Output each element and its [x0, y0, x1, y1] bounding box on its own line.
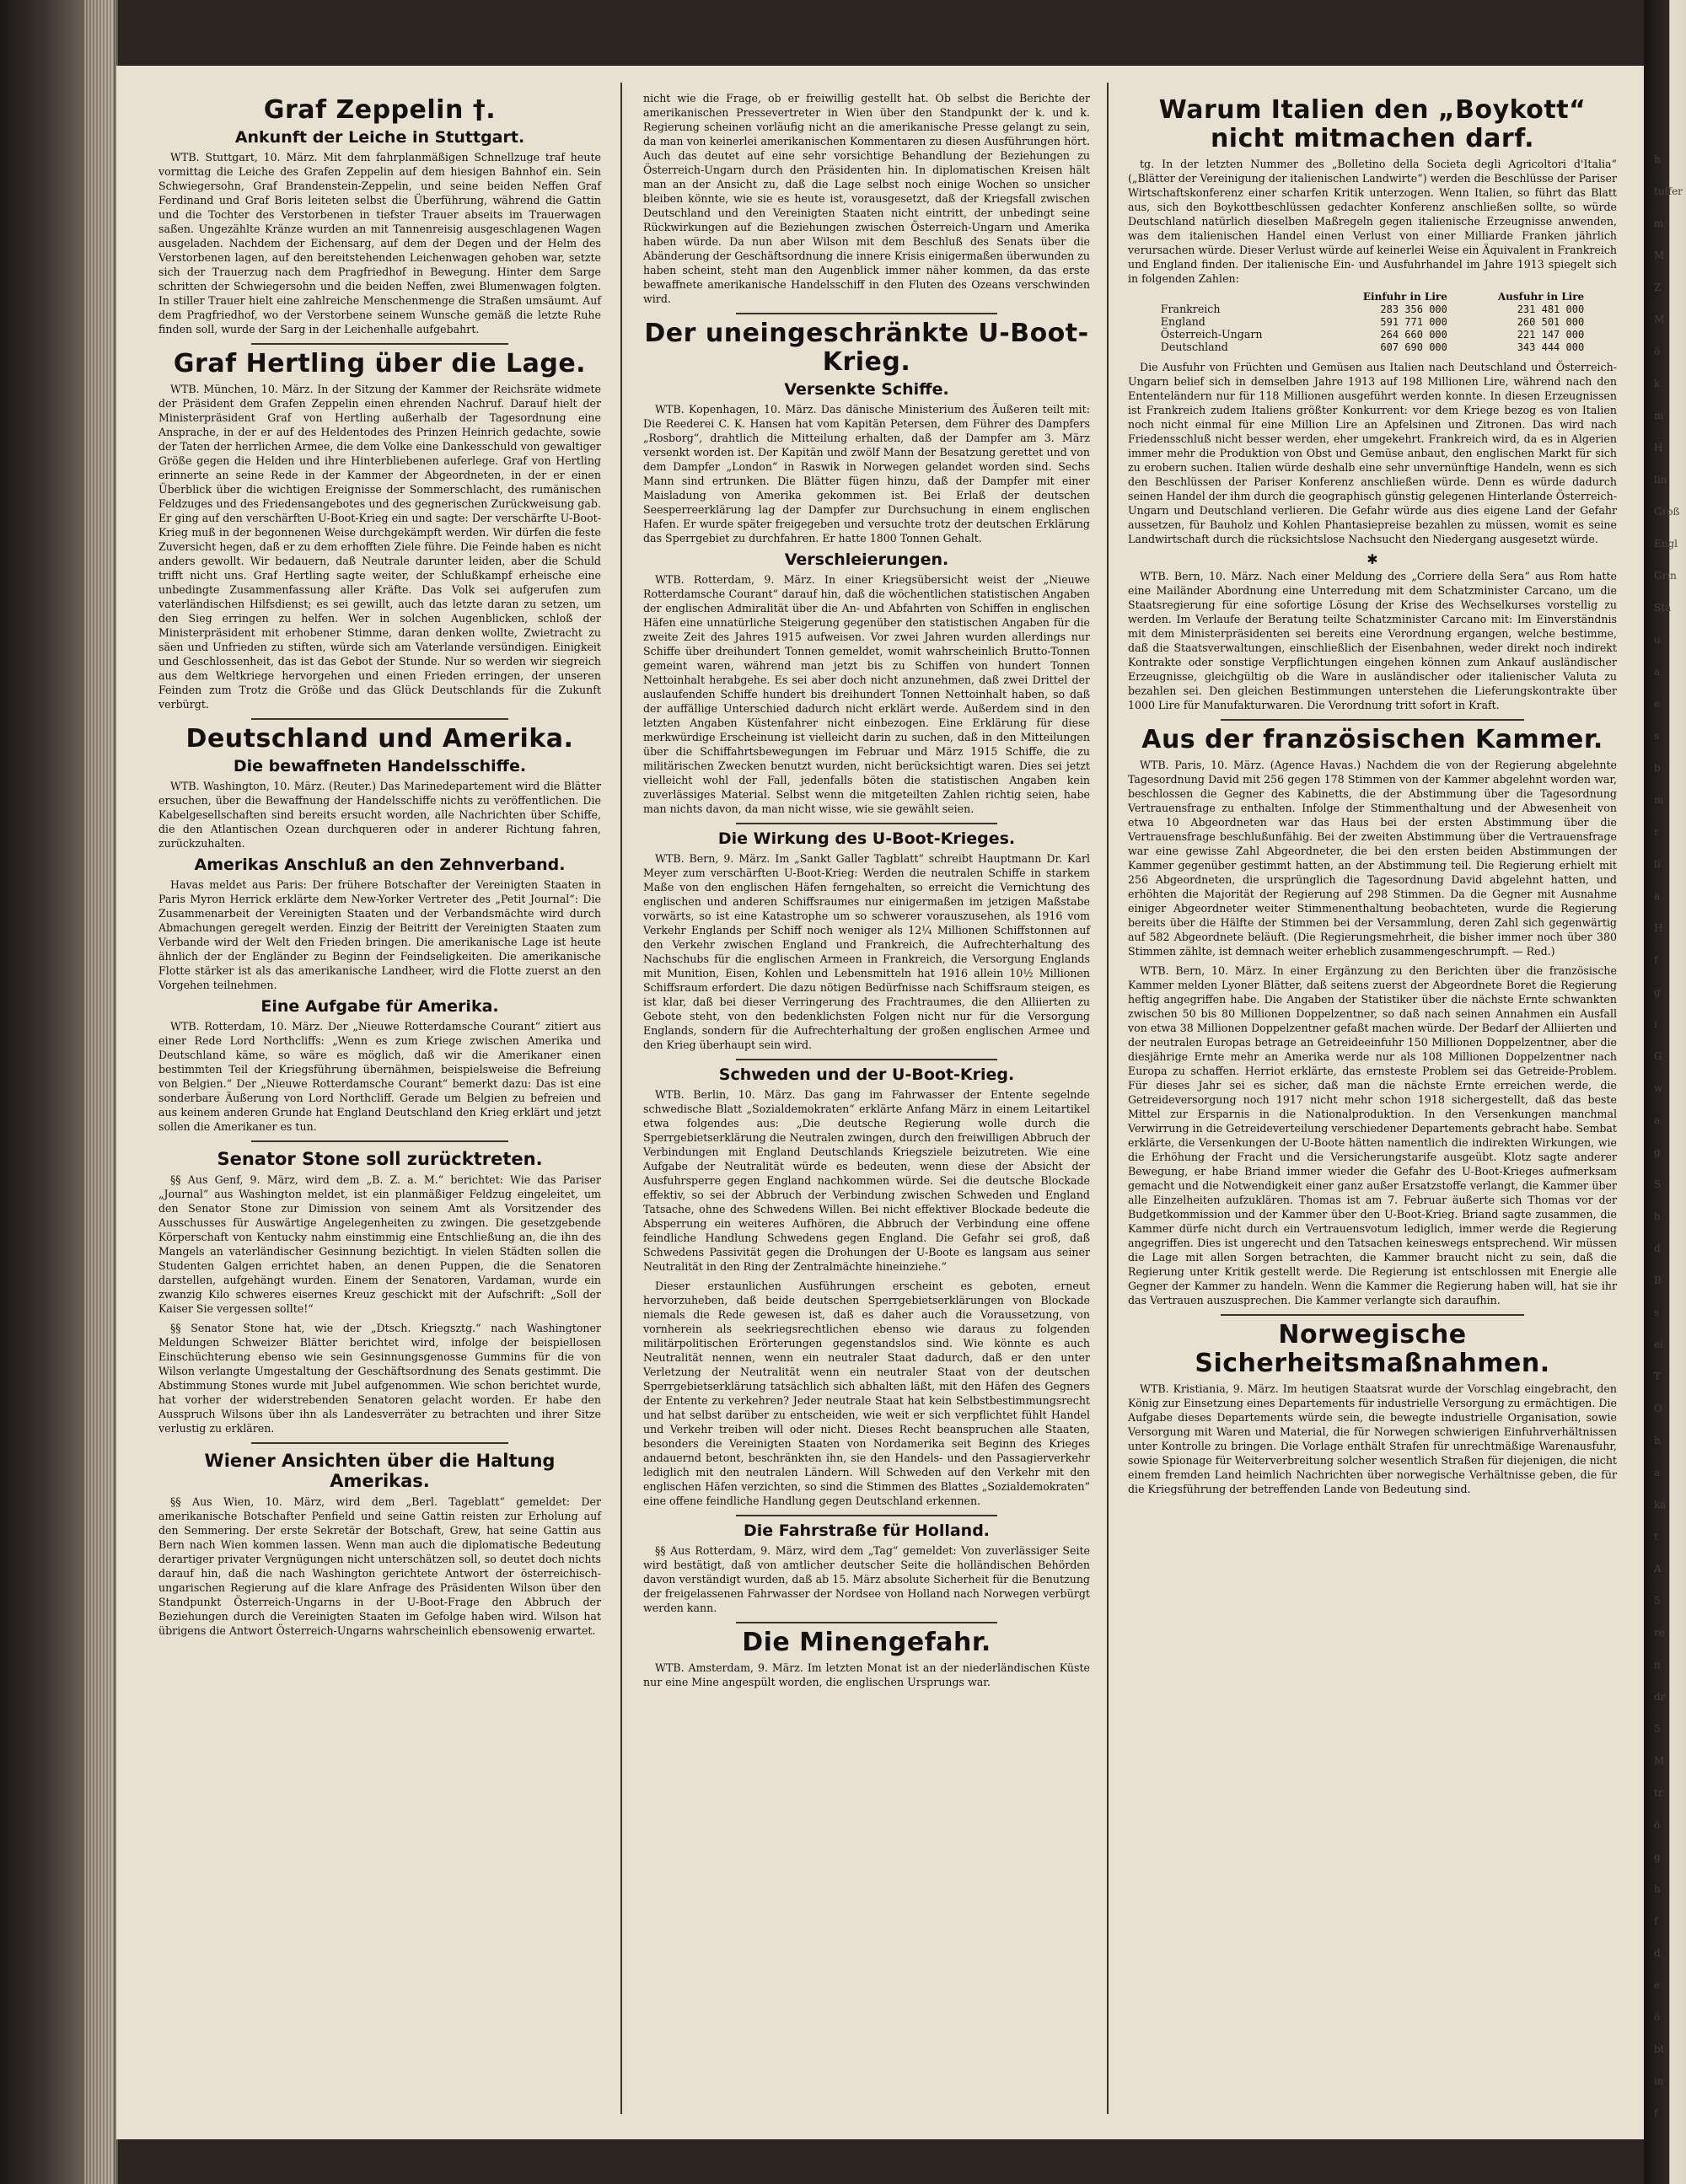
subhead-zehnverband: Amerikas Anschluß an den Zehnverband.: [194, 856, 566, 874]
next-page-fragment: [1654, 143, 1684, 2119]
article-text: WTB. Paris, 10. März. (Agence Havas.) Nachdem die von der Regierung abgelehnte Tagesordnung David mit 256 gegen 178 Stimmen von der Kammer abgelehnt worden war, beschlossen die Gegner des Kabinetts, die der Abstimmung über die Tagesordnung Vertrauensfrage zu enthalten. Infolge der Stimmenthaltung und der Abwesenheit von etwa 10 Abgeordneten war das Haus bei der ersten Abstimmung über die Vertrauensfrage beschlußunfähig. Bei der zweiten Abstimmung über die Vertrauensfrage war eine gewisse Zahl Abgeordneter, die bei den ersten beiden Abstimmungen der Kammer gegenüber gestimmt hatten, an der Abstimmung teil. Die Regierung erhielt mit 256 Abgeordneten, die ursprünglich die Tagesordnung David abgelehnt hatten, und erhöhten die Majorität der Regierung auf 298 Stimmen. Da die Gegner mit Ausnahme einiger Abgeordneter weiter Stimmenenthaltung beobachteten, wurde die Regierung bereits über die Hälfte der Stimmen bei der Versammlung, deren Zahl sich gegenwärtig auf 582 Abgeordnete beläuft. (Die Regierungsmehrheit, die bisher immer noch über 380 Stimmen zählte, ist demnach weiter erheblich zusammengeschrumpft. — Red.): [1128, 759, 1617, 958]
fragment-glyph: G: [1654, 1050, 1662, 1062]
article-text: §§ Aus Wien, 10. März, wird dem „Berl. Tageblatt“ gemeldet: Der amerikanische Botschafter Penfield und seine Gattin reisten zur Erholung auf den Semmering. Der erste Sekretär der Botschaft, Grew, hat seine Gattin aus Bern nach Wien kommen lassen. Wenn man auch die diplomatische Bedeutung derartiger privater Vergnügungen nicht unterschätzen soll, so deutet doch nichts darauf hin, daß die nach Washington gerichtete Antwort der österreichisch-ungarischen Regierung auf die klare Anfrage des Präsidenten Wilson über den Standpunkt Österreich-Ungarns in der U-Boot-Frage den Abbruch der Beziehungen durch die Vereinigten Staaten im Gefolge haben wird. Wilson hat übrigens die Antwort Österreich-Ungarns wahrscheinlich ebensowenig erwartet.: [158, 1495, 601, 1637]
article-text: WTB. Rotterdam, 9. März. In einer Kriegsübersicht weist der „Nieuwe Rotterdamsche Courant“ darauf hin, daß die wöchentlichen statistischen Angaben der englischen Admiralität über die An- und Abfahrten von Schiffen in englischen Häfen eine unnatürliche Steigerung gegenüber den statistischen Angaben für die zweite Zeit des Jahres 1915 aufweisen. Vor zwei Jahren wurden allerdings nur Schiffe über dreihundert Tonnen gemeldet, womit wahrscheinlich Brutto-Tonnen gemeint waren, während man jetzt bis zu Schiffen von hundert Tonnen Nettoinhalt herabgehe. Es sei aber doch nicht anzunehmen, daß zwei Drittel der auslaufenden Schiffe hundert bis dreihundert Tonnen Nettoinhalt haben, so daß der auffällige Unterschied dadurch nicht erklärt werde. Außerdem sind in den letzten Angaben Küstenfahrer nicht einbezogen. Eine Erklärung für diese merkwürdige Erscheinung ist vielleicht darin zu suchen, daß in den Mitteilungen über die Schiffahrtsbewegungen im Februar und März 1915 Schiffe, die zu militärischen Zwecken benutzt wurden, nicht berücksichtigt waren. Dies sei jetzt vielleicht wohl der Fall, jedenfalls böten die statistischen Angaben kein zuverlässiges Material. Selbst wenn die mitgeteilten Zahlen richtig seien, habe man nichts davon, da man nicht wisse, wie sie gewählt seien.: [643, 573, 1090, 815]
fragment-glyph: i: [1654, 1018, 1657, 1030]
fragment-glyph: b: [1654, 762, 1661, 774]
table-header: [1157, 291, 1317, 303]
article-text: WTB. Bern, 10. März. Nach einer Meldung des „Corriere della Sera“ aus Rom hatte eine Mailänder Abordnung eine Unterredung mit dem Schatzminister Carcano, um die Staatsregierung für eine sofortige Lösung der Krise des Wechselkurses vorstellig zu werden. Im Verlaufe der Beratung teilte Schatzminister Carcano mit: Im Einverständnis mit dem Ministerpräsidenten sei bereits eine Verordnung ergangen, welche bestimme, daß die Staatsverwaltungen, einschließlich der Eisenbahnen, weder direkt noch indirekt Kontrakte oder sonstige Verpflichtungen eingehen können zum Ankauf ausländischer Erzeugnisse, gleichgültig ob die Ware in ausländischer oder italienischer Valuta zu bezahlen sei. Den gleichen Bestimmungen unterstehen die Lieferungskontrakte über 1000 Lire für Manufakturwaren. Die Verordnung tritt sofort in Kraft.: [1128, 570, 1617, 711]
divider: [1221, 719, 1524, 721]
divider: [736, 1622, 997, 1623]
article-text: WTB. Bern, 10. März. In einer Ergänzung zu den Berichten über die französische Kammer melden Lyoner Blätter, daß seitens zuerst der Abgeordnete Boret die Regierung heftig angegriffen habe. Die Angaben der Statistiker über die nächste Ernte schwankten zwischen 50 bis 80 Millionen Doppelzentner, so daß nach seinen Annahmen ein Ausfall von etwa 38 Millionen Doppelzentner gefaßt machen würde. Der Bedarf der Alliierten und der neutralen Europas betrage an Getreideeinfuhr 150 Millionen Doppelzentner, aber die diesjährige Ernte mehr an Amerika werde nur als 108 Millionen Doppelzentner nach Europa zu schaffen. Herriot erklärte, das ernsteste Problem sei das Getreide-Problem. Für dieses Jahr sei es sicher, daß man die nächste Ernte erreichen werde, die Getreideversorgung noch 1917 nicht mehr schon 1918 sichergestellt, daß das beste Mittel zur Ersparnis in die Nationalproduktion. In den Versenkungen manchmal Verwirrung in die Getreideverteilung verschiedener Departements gebracht habe. Sembat erklärte, die Versenkungen der U-Boote hätten namentlich die indirekten Wirkungen, wie die Erhöhung der Fracht und die Versicherungstarife ausgeübt. Klotz sagte anderer Bewegung, er habe Briand immer wieder die Gefahr des U-Boot-Krieges aufmerksam gemacht und die Notwendigkeit einer ganz außer Ersatzstoffe verlangt, die Kammer über alle Einzelheiten aufzuklären. Thomas ist am 7. Februar äußerte sich Thomas vor der Budgetkommission und der Kammer über den U-Boot-Krieg. Briand sagte zusammen, die Kammer dürfe nicht durch ein Vertrauensvotum lediglich, immer werde die Regierung angegriffen. Dies ist ungerecht und den Tatsachen keineswegs entsprechend. Wir müssen die Lage mit allen Sorgen betrachten, die Kammer braucht nicht zu sein, daß die Regierung unter Kritik gestellt werde. Die Regierung ist entschlossen mit Energie alle Gegner der Kammer zu handeln. Wenn die Kammer die Regierung haben will, hat sie ihr das Vertrauen auszusprechen. Die Kammer verlangte sich daraufhin.: [1128, 964, 1617, 1307]
article-text: Die Ausfuhr von Früchten und Gemüsen aus Italien nach Deutschland und Österreich-Ungarn belief sich in demselben Jahre 1913 auf 198 Millionen Lire, während nach den Ententeländern nur für 118 Millionen ausgeführt werden konnte. In diesen Erzeugnissen ist Frankreich zudem Italiens größter Konkurrent: vor dem Kriege bezog es von Italien noch nicht einmal für eine Million Lire an Apfelsinen und Zitronen. Das wird nach Friedensschluß nicht besser werden, eher umgekehrt. Frankreich wird, da es in Algerien immer mehr die Produktion von Obst und Gemüse anbaut, den englischen Markt für sich zu erobern suchen. Italien würde deshalb eine sehr unvernünftige Handeln, wenn es sich den Beschlüssen der Pariser Konferenz anschließen würde. Denn es würde dadurch seinen Handel der ihm durch die geographisch günstig gelegenen Hinterlande Österreich-Ungarn und Deutschland verlieren. Die Gefahr würde aus dies eigene Land der Gefahr aussetzen, für Bauholz und Kohlen Phantasiepreise bezahlen zu müssen, womit es seine Landwirtschaft durch die rücksichtslose Nachsucht den Niedergang ausgesetzt würde.: [1128, 361, 1617, 545]
table-cell: 231 481 000: [1517, 303, 1585, 315]
page-edges: [84, 0, 118, 2184]
divider: [251, 1442, 508, 1444]
fragment-glyph: d: [1654, 1242, 1661, 1254]
fragment-glyph: e: [1654, 698, 1661, 710]
fragment-glyph: Groß: [1654, 506, 1680, 518]
fragment-glyph: S: [1654, 1178, 1662, 1190]
headline-hertling: Graf Hertling über die Lage.: [173, 349, 587, 378]
fragment-glyph: f: [1654, 1915, 1658, 1927]
article-text: Dieser erstaunlichen Ausführungen erscheint es geboten, erneut hervorzuheben, daß beide deutschen Sperrgebietserklärungen von Blockade niemals die Rede gewesen ist, daß es daher auch die Voraussetzung, von vornherein als seekriegsrechtlichen ebenso wie daraus zu folgenden militärpolitischen Erörterungen gegenstandslos sind. Wie könnte es auch Neutralität nennen, wenn ein neutraler Staat dadurch, daß er den unter Verletzung der Neutralität wenn ein neutraler Staat von der deutschen Sperrgebietserklärung tatsächlich sich abhalten läßt, mit den Häfen des Gegners der Entente zu verkehren? Jeder neutrale Staat hat kein Selbstbestimmungsrecht und hat selbst darüber zu entscheiden, wie weit er sich verpflichtet fühlt Handel und Verkehr treiben will oder nicht. Dieses Recht beanspruchen alle Staaten, besonders die Vereinigten Staaten von Nordamerika seit Beginn des Krieges andauernd betont, beschränkten ihn, sie den Handels- und den Passagierverkehr lediglich mit den neutralen Ländern. Will Schweden auf den Verkehr mit den englischen Häfen verzichten, so sind die Stimmen des Blattes „Sozialdemokraten“ eine offene feindliche Handlung gegen Deutschland erkennen.: [643, 1280, 1090, 1507]
divider: [736, 313, 997, 314]
fragment-glyph: n: [1654, 1659, 1661, 1671]
fragment-glyph: u: [1654, 634, 1661, 646]
fragment-glyph: li: [1654, 858, 1661, 870]
article-text: WTB. Rotterdam, 10. März. Der „Nieuwe Rotterdamsche Courant“ zitiert aus einer Rede Lord Northcliffs: „Wenn es zum Kriege zwischen Amerika und Deutschland käme, so wäre es möglich, daß wir die Amerikaner einen bestimmten Teil der Kriegsführung übernähmen, beispielsweise die Befreiung von Belgien.“ Der „Nieuwe Rotterdamsche Courant“ bemerkt dazu: Das ist eine sonderbare Äußerung von Lord Northcliff. Gerade um Belgien zu befreien und aus keinem anderen Grunde hat England Deutschland den Krieg erklärt und jetzt sollen die Amerikaner es tun.: [158, 1020, 601, 1133]
fragment-glyph: M: [1654, 1755, 1665, 1767]
fragment-glyph: m: [1654, 794, 1664, 806]
article-text: §§ Senator Stone hat, wie der „Dtsch. Kriegsztg.“ nach Washingtoner Meldungen Schweizer Blätter berichtet wird, infolge der beispiellosen Einschüchterung ebenso wie sein Gesinnungsgenosse Gummins für die von Wilson verlangte Umgestaltung der Geschäftsordnung des Senats gestimmt. Die Abstimmung Stones wurde mit Jubel aufgenommen. Wie schon berichtet wurde, hat vorher der widerstrebenden Senatoren gelacht worden. Er habe den Ausspruch Wilsons über ihn als Landesverräter zu betrachten und ihrer Sitze verlustig zu erklären.: [158, 1322, 601, 1435]
headline-stone: Senator Stone soll zurücktreten.: [217, 1149, 543, 1169]
table-cell: 591 771 000: [1380, 315, 1447, 328]
divider: [736, 1515, 997, 1516]
article-text: Havas meldet aus Paris: Der frühere Botschafter der Vereinigten Staaten in Paris Myron Herrick erklärte dem New-Yorker Vertreter des „Petit Journal“: Die Zusammenarbeit der Vereinigten Staaten und der Verbandsmächte wird durch Abmachungen geregelt werden. Einzig der Beitritt der Vereinigten Staaten zum Verbande wird der Welt den Frieden bringen. Die amerikanische Lage ist heute ähnlich der der Engländer zu Beginn der Feindseligkeiten. Die amerikanische Flotte stärker ist als das amerikanische Landheer, wird die Flotte zuerst an den Vorgehen teilnehmen.: [158, 878, 601, 991]
fragment-glyph: M: [1654, 314, 1665, 325]
fragment-glyph: h: [1654, 1883, 1661, 1895]
headline-wiener-ansichten: Wiener Ansichten über die Haltung Amerikas.: [204, 1451, 556, 1491]
asterisk-divider: ✱: [1367, 551, 1378, 567]
fragment-glyph: Grin: [1654, 570, 1677, 582]
subhead-ankunft: Ankunft der Leiche in Stuttgart.: [234, 128, 525, 147]
headline-minengefahr: Die Minengefahr.: [742, 1628, 991, 1657]
continued-text: nicht wie die Frage, ob er freiwillig gestellt hat. Ob selbst die Berichte der amerikanischen Pressevertreter in Wien über den Standpunkt der k. und k. Regierung scheinen vorläufig nicht an die amerikanische Presse gelangt zu sein, da man von keinerlei amerikanischen Kommentaren zu diesen Ausführungen hört. Auch das deutet auf eine sehr vorsichtige Behandlung der Beziehungen zu Österreich-Ungarn durch den Präsidenten hin. In diplomatischen Kreisen hält man an der Ansicht zu, daß die Lage selbst noch einige Wochen so unsicher bleiben könnte, wie sie es heute ist, vorausgesetzt, daß der Kriegsfall zwischen Deutschland und den Vereinigten Staaten nicht eintritt, der unbedingt seine Rückwirkungen auf die Beziehungen zwischen Österreich-Ungarn und Amerika haben würde. Da nun aber Wilson mit dem Beschluß des Senats über die Abänderung der Geschäftsordnung die innere Krisis einigermaßen überwunden zu haben scheint, steht man den Augenblick immer näher kommen, da das erste bewaffnete amerikanische Handelsschiff in den Fluten des Ozeans verschwinden wird.: [643, 92, 1090, 305]
column-rule: [1107, 83, 1109, 2114]
table-cell: 607 690 000: [1380, 341, 1447, 353]
fragment-glyph: m: [1654, 217, 1664, 229]
fragment-glyph: f: [1654, 954, 1658, 966]
table-row: [1157, 328, 1587, 341]
table-cell: Deutschland: [1160, 341, 1228, 353]
fragment-glyph: g: [1654, 1146, 1661, 1158]
fragment-glyph: e: [1654, 1979, 1661, 1991]
table-cell: 264 660 000: [1380, 328, 1447, 341]
fragment-glyph: t: [1654, 1531, 1658, 1543]
fragment-glyph: re: [1654, 1627, 1665, 1639]
fragment-glyph: a: [1654, 1467, 1661, 1478]
fragment-glyph: a: [1654, 890, 1661, 902]
article-text: WTB. Kopenhagen, 10. März. Das dänische Ministerium des Äußeren teilt mit: Die Reederei C. K. Hansen hat vom Kapitän Petersen, dem Führer des Dampfers „Rosborg“, drahtlich die Mitteilung erhalten, daß der Dampfer am 3. März versenkt worden ist. Der Kapitän und zwölf Mann der Besatzung gerettet und von dem Dampfer „London“ in Raswik in Norwegen gelandet worden sind. Sechs Mann sind ertrunken. Die Blätter fügen hinzu, daß der Dampfer mit einer Maisladung von Amerika gekommen ist. Bei Erlaß der deutschen Seesperreerklärung lag der Dampfer zur Durchsuchung in einem englischen Hafen. Er wurde später freigegeben und versuchte trotz der deutschen Erklärung das Sperrgebiet zu durchfahren. Er hatte 1800 Tonnen Gehalt.: [643, 403, 1090, 545]
table-header: Einfuhr in Lire: [1362, 291, 1447, 303]
table-cell: 283 356 000: [1380, 303, 1447, 315]
fragment-glyph: lin: [1654, 474, 1667, 486]
fragment-glyph: T: [1654, 1371, 1662, 1382]
divider: [251, 343, 508, 345]
fragment-glyph: h: [1654, 153, 1661, 165]
fragment-glyph: O: [1654, 1403, 1662, 1414]
newspaper-page: [116, 66, 1644, 2139]
divider: [251, 1140, 508, 1142]
article-text: WTB. Bern, 9. März. Im „Sankt Galler Tagblatt“ schreibt Hauptmann Dr. Karl Meyer zum verschärften U-Boot-Krieg: Werden die neutralen Schiffe in starkem Maße von den englischen Häfen ferngehalten, so erreicht die Vernichtung des englischen und anderen Schiffsraumes nur einigermaßen im jetzigen Maßstabe vorwärts, so ist eine Katastrophe um so schwerer vorauszusehen, als 1916 vom Verkehr Englands per Schiff noch weniger als 12¼ Millionen Schiffstonnen auf den Verkehr zwischen England und Frankreich, die Aufrechterhaltung des Nachschubs für die englischen Armeen in Frankreich, die Versorgung Englands mit Munition, Eisen, Kohlen und Lebensmitteln hat 1916 allein 10½ Millionen Schiffsraum erfordert. Die dazu nötigen Bedürfnisse nach Schiffsraum steigen, es ist klar, daß bei dieser Verringerung des Frachtraumes, die den Alliierten zu Gebote steht, von den bedenklichsten Folgen nicht nur für die Versorgung Englands, sondern für die Aufrechterhaltung der großen englischen Armee und den Krieg überhaupt sein wird.: [643, 852, 1090, 1051]
fragment-glyph: a: [1654, 1114, 1661, 1126]
fragment-glyph: h: [1654, 1435, 1661, 1446]
table-cell: Österreich-Ungarn: [1160, 328, 1263, 341]
article-text: WTB. Kristiania, 9. März. Im heutigen Staatsrat wurde der Vorschlag eingebracht, den König zur Einsetzung eines Departements für industrielle Versorgung zu ermächtigen. Die Aufgabe dieses Departements würde sein, die bewegte industrielle Organisation, sowie Versorgung mit Waren und Material, die für Norwegen schwierigen Einfuhrverhältnissen unter Kontrolle zu bringen. Die Vorlage enthält Strafen für unrechtmäßige Warenausfuhr, sowie Spionage für Weiterverbreitung solcher wesentlich Straßen für diejenigen, die nicht einem fremden Land heimlich Nachrichten über norwegische Verhältnisse geben, die für die Kriegsführung der betreffenden Lande von Bedeutung sind.: [1128, 1382, 1617, 1495]
fragment-glyph: in: [1654, 2075, 1664, 2087]
fragment-glyph: M: [1654, 250, 1665, 261]
article-text: §§ Aus Rotterdam, 9. März, wird dem „Tag“ gemeldet: Von zuverlässiger Seite wird bestätigt, daß von amtlicher deutscher Seite die holländischen Behörden davon verständigt wurden, daß ab 15. März absolute Sicherheit für die Benutzung der freigelassenen Fahrwasser der Nordsee von Holland nach Norwegen verbürgt werden kann.: [643, 1544, 1090, 1614]
fragment-glyph: g: [1654, 986, 1661, 998]
headline-norwegen: Norwegische Sicherheitsmaßnahmen.: [1195, 1320, 1550, 1378]
article-text: WTB. Amsterdam, 9. März. Im letzten Monat ist an der niederländischen Küste nur eine Mine angespült worden, die englischen Ursprungs war.: [643, 1661, 1090, 1688]
fragment-glyph: B: [1654, 1274, 1662, 1286]
fragment-glyph: Engl: [1654, 538, 1678, 550]
table-row: [1157, 315, 1587, 328]
article-text: WTB. Washington, 10. März. (Reuter.) Das Marinedepartement wird die Blätter ersuchen, über die Bewaffnung der Handelsschiffe nichts zu veröffentlichen. Die Kabelgesellschaften sind bereits ersucht worden, alle Nachrichten über Schiffe, die den Atlantischen Ozean durchqueren oder in anderer Richtung fahren, zurückzuhalten.: [158, 780, 601, 850]
fragment-glyph: ö: [1654, 1819, 1661, 1831]
fragment-glyph: tuffer: [1654, 185, 1683, 197]
subhead-handelsschiffe: Die bewaffneten Handelsschiffe.: [233, 757, 527, 775]
fragment-glyph: g: [1654, 1851, 1661, 1863]
subhead-versenkte-schiffe: Versenkte Schiffe.: [784, 380, 949, 399]
divider: [736, 823, 997, 824]
table-cell: 221 147 000: [1517, 328, 1585, 341]
article-text: WTB. Berlin, 10. März. Das gang im Fahrwasser der Entente segelnde schwedische Blatt „Sozialdemokraten“ erklärte Anfang März in einem Leitartikel etwa folgendes aus: „Die deutsche Regierung wolle durch die Sperrgebietserklärung die Neutralen zwingen, durch den freiwilligen Abbruch der Verbindungen mit England Deutschlands Kriegsziele beizutreten. Wie eine Aufgabe der Neutralität würde es bedeuten, wenn diese der Absicht der Ausfuhrsperre gegen England nachkommen würde. Sei die deutsche Blockade effektiv, so sei der Abbruch der Verbindung zwischen Schweden und England Tatsache, ohne des Schwedens Willen. Bei nicht effektiver Blockade bedeute die Absperrung ein weiteres Aufhören, die Abbruch der Verbindung eine offene feindliche Handlung Schwedens gegen England. Die Gefahr sei groß, daß Schwedens Passivität gegen die Drohungen der U-Boote es langsam aus seiner Neutralität in den Ring der Zentralmächte hineinziehe.“: [643, 1088, 1090, 1273]
subhead-verschleierungen: Verschleierungen.: [784, 550, 949, 569]
fragment-glyph: ka: [1654, 1499, 1667, 1511]
subhead-wirkung: Die Wirkung des U-Boot-Krieges.: [717, 829, 1016, 848]
article-text: tg. In der letzten Nummer des „Bolletino della Societa degli Agricoltori d'Italia“ („Blätter der Vereinigung der italienischen Landwirte“) werden die Beschlüsse der Pariser Wirtschaftskonferenz einer scharfen Kritik unterzogen. Wenn Italien, so führt das Blatt aus, sich den Boykottbeschlüssen gedachter Konferenz anschließen sollte, so würde Deutschland natürlich dieselben Maßregeln gegen italienische Erzeugnisse anwenden, was dem italienischen Handel einen Verlust von einer Milliarde Franken jährlich verursachen würde. Dieser Verlust würde auf keinerlei Weise ein Äquivalent in Frankreich und England finden. Der italienische Ein- und Ausfuhrhandel im Jahre 1913 spiegelt sich in folgenden Zahlen:: [1128, 158, 1617, 285]
subhead-schweden: Schweden und der U-Boot-Krieg.: [718, 1065, 1015, 1084]
column-3: [1128, 91, 1617, 2114]
fragment-glyph: ö: [1654, 2011, 1661, 2023]
headline-franzoesische-kammer: Aus der französischen Kammer.: [1141, 725, 1603, 754]
table-cell: England: [1160, 315, 1205, 328]
table-row: [1157, 341, 1587, 353]
headline-italien-boykott: Warum Italien den „Boykott“ nicht mitmachen darf.: [1158, 95, 1587, 153]
subhead-aufgabe: Eine Aufgabe für Amerika.: [260, 997, 499, 1016]
fragment-glyph: m: [1654, 410, 1664, 421]
fragment-glyph: a: [1654, 666, 1661, 678]
divider: [251, 718, 508, 720]
table-cell: Frankreich: [1160, 303, 1221, 315]
trade-table: [1157, 291, 1587, 353]
column-1: [158, 91, 601, 2114]
headline-uboot-krieg: Der uneingeschränkte U-Boot-Krieg.: [644, 319, 1089, 377]
fragment-glyph: bt: [1654, 2043, 1665, 2055]
fragment-glyph: 5: [1654, 1595, 1661, 1607]
article-text: WTB. München, 10. März. In der Sitzung der Kammer der Reichsräte widmete der Präsident dem Grafen Zeppelin einen ehrenden Nachruf. Darauf hielt der Ministerpräsident Graf von Hertling außerhalb der Tagesordnung eine Ansprache, in der er auf des Heldentodes des Prinzen Heinrich gedachte, sowie der Taten der herrlichen Armee, die dem Volke eine Dankesschuld von gewaltiger Größe gegen die Helden und ihre Hinterbliebenen auferlege. Graf von Hertling erinnerte an seine Rede in der Kammer der Abgeordneten, in der er einen Überblick über die wichtigen Ereignisse der Sommerschlacht, des rumänischen Feldzuges und des Friedensangebotes und des gegnerischen Zurückweisung gab. Er ging auf den verschärften U-Boot-Krieg ein und sagte: Der verschärfte U-Boot-Krieg muß in der begonnenen Weise durchgekämpft werden. Wir dürfen die feste Zuversicht hegen, daß er zu dem erhofften Ziele führe. Die Feinde haben es nicht anders gewollt. Wir bedauern, daß Neutrale darunter leiden, aber die Schuld trifft nicht uns. Graf Hertling sagte weiter, der Schlußkampf erheische eine unbedingte Zusammenfassung aller Kräfte. Das Volk sei aufgerufen zum vaterländischen Hilfsdienst; es sei gewillt, auch das letzte daran zu setzen, um den Sieg erringen zu helfen. Wer in solchen Augenblicken, schloß der Ministerpräsident mit erhobener Stimme, daran denken wollte, Zwietracht zu säen und Unfrieden zu stiften, würde sich am Vaterlande versündigen. Einigkeit und Geschlossenheit, das ist das Gebot der Stunde. Nur so werden wir siegreich aus dem Weltkriege hervorgehen und einen Frieden erringen, der unseren Feinden zum Trotz die Größe und das Glück Deutschlands für die Zukunft verbürgt.: [158, 383, 601, 711]
table-cell: 343 444 000: [1517, 341, 1585, 353]
fragment-glyph: s: [1654, 1307, 1660, 1318]
headline-deutschland-amerika: Deutschland und Amerika.: [185, 724, 574, 754]
fragment-glyph: s: [1654, 730, 1660, 742]
fragment-glyph: h: [1654, 1210, 1661, 1222]
column-2: [643, 91, 1090, 2114]
subhead-fahrstrasse: Die Fahrstraße für Holland.: [743, 1521, 991, 1540]
fragment-glyph: ö: [1654, 346, 1661, 357]
table-row: [1157, 303, 1587, 315]
fragment-glyph: A: [1654, 1563, 1662, 1575]
table-header: Ausfuhr in Lire: [1497, 291, 1585, 303]
table-header-row: [1157, 291, 1587, 303]
fragment-glyph: 5: [1654, 1723, 1661, 1735]
fragment-glyph: ei: [1654, 1339, 1663, 1350]
fragment-glyph: w: [1654, 1082, 1663, 1094]
fragment-glyph: f: [1654, 2107, 1658, 2119]
fragment-glyph: d: [1654, 1947, 1661, 1959]
fragment-glyph: Sta: [1654, 602, 1672, 614]
fragment-glyph: Z: [1654, 282, 1662, 293]
fragment-glyph: tr: [1654, 1787, 1663, 1799]
divider: [1221, 1314, 1524, 1316]
headline-zeppelin: Graf Zeppelin †.: [263, 95, 497, 125]
fragment-glyph: r: [1654, 826, 1659, 838]
article-text: §§ Aus Genf, 9. März, wird dem „B. Z. a. M.“ berichtet: Wie das Pariser „Journal“ aus Washington meldet, ist ein planmäßiger Feldzug eingeleitet, um den Senator Stone zur Dimission von seinem Amt als Vorsitzender des Ausschusses für Auswärtige Angelegenheiten zu zwingen. Die gesetzgebende Körperschaft von Kentucky nahm einstimmig eine Entschließung an, die ihn des Mangels an vaterländischer Gesinnung bezichtigt. In vielen Städten sollen die Studenten Galgen errichtet haben, an denen Puppen, die die Senatoren darstellen, aufgehängt wurden. Einem der Senatoren, Vardaman, wurde ein zwanzig Kilo schweres eisernes Kreuz geschickt mit der Aufschrift: „Soll der Kaiser Sie vergessen sollte!“: [158, 1173, 601, 1315]
divider: [736, 1059, 997, 1060]
fragment-glyph: k: [1654, 378, 1661, 389]
fragment-glyph: H: [1654, 442, 1663, 453]
table-cell: 260 501 000: [1517, 315, 1585, 328]
column-rule: [620, 83, 622, 2114]
fragment-glyph: dr: [1654, 1691, 1666, 1703]
article-text: WTB. Stuttgart, 10. März. Mit dem fahrplanmäßigen Schnellzuge traf heute vormittag die Leiche des Grafen Zeppelin auf dem hiesigen Bahnhof ein. Sein Schwiegersohn, Graf Brandenstein-Zeppelin, und seine beiden Neffen Graf Ferdinand und Graf Boris leiteten selbst die Überführung, während die Gattin und die Tochter des Verstorbenen in tiefster Trauer abseits im Trauerwagen saßen. Ungezählte Kränze wurden an mit Tannenreisig ausgeschlagenen Wagen ausgeladen. Nachdem der Eichensarg, auf dem der Degen und der Helm des Verstorbenen lagen, auf den bereitstehenden Leichenwagen gehoben war, setzte sich der Trauerzug nach dem Pragfriedhof in Bewegung. Hinter dem Sarge schritten der Schwiegersohn und die beiden Neffen, zwei Blumenwagen folgten. In stiller Trauer hielt eine zahlreiche Menschenmenge die Straßen umsäumt. Auf dem Pragfriedhof, wo der Verstorbene seinem Wunsche gemäß die letzte Ruhe finden soll, wurde der Sarg in der Leichenhalle aufgebahrt.: [158, 151, 601, 335]
fragment-glyph: H: [1654, 922, 1663, 934]
